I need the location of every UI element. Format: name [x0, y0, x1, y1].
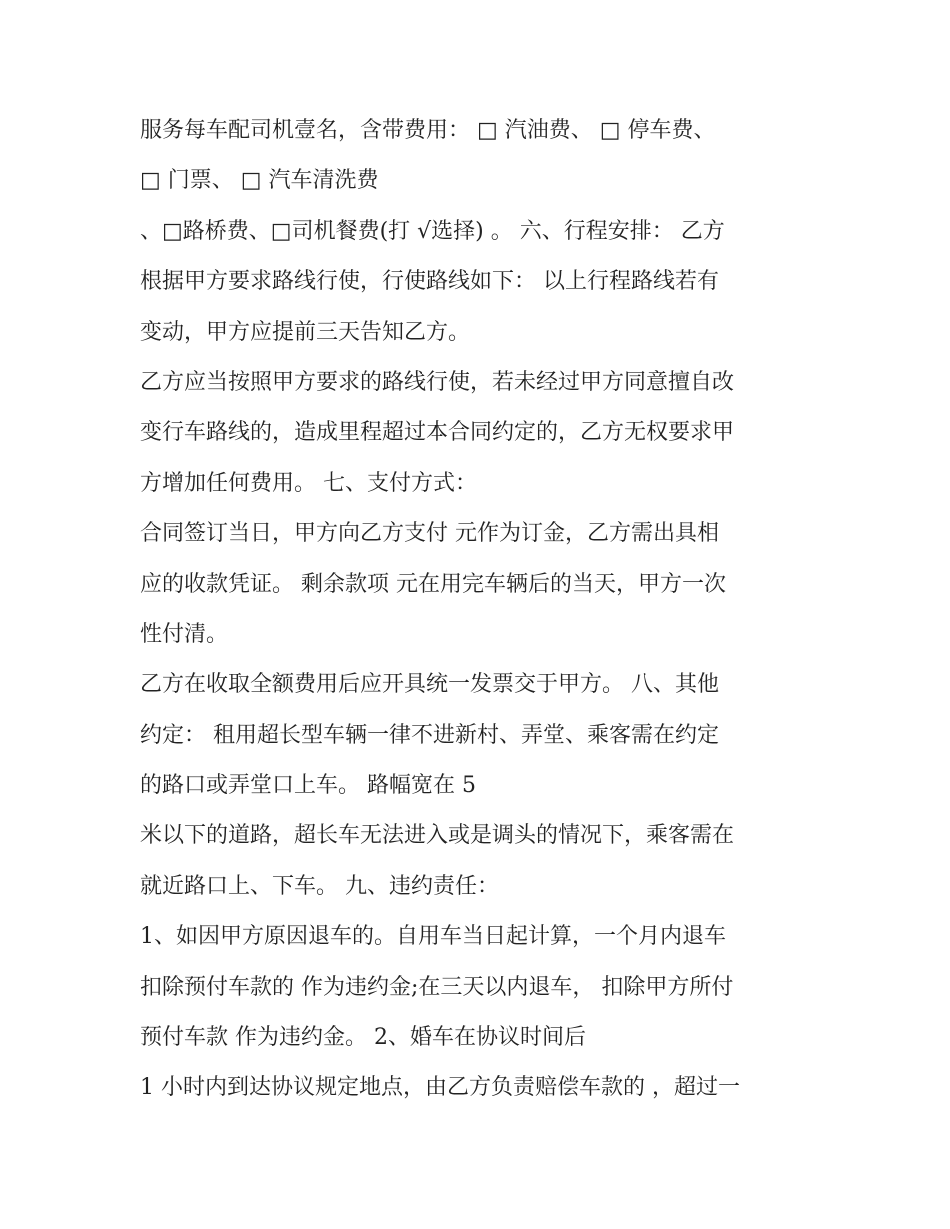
- text-line: 1 小时内到达协议规定地点，由乙方负责赔偿车款的 ，超过一: [140, 1075, 740, 1101]
- text-line: 约定： 租用超长型车辆一律不进新村、弄堂、乘客需在约定: [140, 722, 719, 748]
- text-line: 性付清。: [140, 621, 229, 647]
- text-line: 变动，甲方应提前三天告知乙方。: [140, 319, 471, 345]
- text-line: 1、如因甲方原因退车的。自用车当日起计算，一个月内退车: [140, 924, 726, 950]
- text-line: 乙方应当按照甲方要求的路线行使，若未经过甲方同意擅自改: [140, 369, 735, 395]
- text-line: 方增加任何费用。 七、支付方式：: [140, 470, 477, 496]
- contract-text-body: [140, 106, 830, 1114]
- text-line: 服务每车配司机壹名，含带费用： □ 汽油费、 □ 停车费、: [140, 118, 716, 143]
- text-line: □ 门票、 □ 汽车清洗费: [140, 168, 379, 194]
- text-line: 米以下的道路，超长车无法进入或是调头的情况下，乘客需在: [140, 823, 735, 849]
- text-line: 的路口或弄堂口上车。 路幅宽在 5: [140, 773, 476, 799]
- text-line: 就近路口上、下车。 九、违约责任：: [140, 873, 499, 899]
- text-line: 、□路桥费、□司机餐费(打 √选择) 。 六、行程安排： 乙方: [140, 218, 725, 244]
- text-line: 乙方在收取全额费用后应开具统一发票交于甲方。 八、其他: [140, 672, 719, 698]
- text-line: 预付车款 作为违约金。 2、婚车在协议时间后: [140, 1025, 586, 1051]
- text-line: 变行车路线的，造成里程超过本合同约定的，乙方无权要求甲: [140, 420, 735, 446]
- text-line: 扣除预付车款的 作为违约金;在三天以内退车， 扣除甲方所付: [140, 974, 734, 1000]
- text-line: 合同签订当日，甲方向乙方支付 元作为订金，乙方需出具相: [140, 521, 719, 547]
- text-line: 根据甲方要求路线行使，行使路线如下： 以上行程路线若有: [140, 269, 719, 295]
- text-line: 应的收款凭证。 剩余款项 元在用完车辆后的当天，甲方一次: [140, 571, 726, 597]
